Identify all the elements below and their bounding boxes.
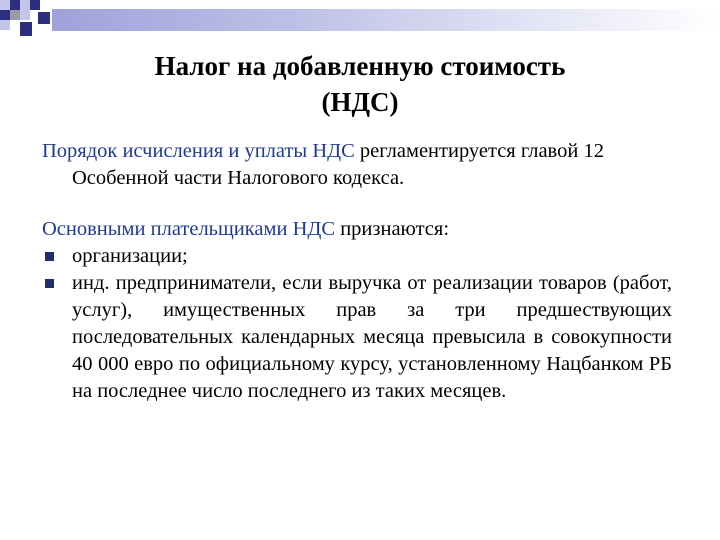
decor-square [38, 12, 50, 24]
decor-square [0, 0, 10, 10]
decor-square [20, 22, 32, 36]
list-item-text: инд. предприниматели, если выручка от реализации товаров (работ, услуг), имущественных прав за три предшествующих последовательных календарных месяца превысила в совокупности 40 000 евро по официальному курсу, установленному Нацбанком РБ на последнее число последнего из таких месяцев. [72, 272, 672, 402]
slide-title [95, 48, 625, 120]
decor-square [20, 0, 30, 10]
list-item [42, 243, 672, 270]
decor-square [20, 10, 30, 20]
square-bullet-icon [45, 279, 54, 288]
decor-square [10, 0, 20, 10]
paragraph-procedure-accent: Порядок исчисления и уплаты НДС [42, 140, 355, 162]
decor-square [0, 10, 10, 20]
list-item-text: организации; [72, 245, 188, 267]
paragraph-procedure-text: регламентируется главой 12 Особенной части Налогового кодекса. [72, 140, 604, 189]
slide-title-line1: Налог на добавленную стоимость [154, 51, 566, 81]
paragraph-payers-accent: Основными плательщиками НДС [42, 218, 336, 240]
decor-square [0, 20, 10, 30]
header-gradient-bar [52, 9, 720, 31]
paragraph-payers-text: признаются: [335, 218, 450, 240]
slide-body [42, 138, 672, 405]
decor-square [30, 0, 40, 10]
decor-square [10, 10, 20, 20]
payers-list [42, 243, 672, 405]
paragraph-payers [42, 216, 672, 243]
paragraph-procedure [42, 138, 672, 192]
square-bullet-icon [45, 252, 54, 261]
slide-title-line2: (НДС) [321, 87, 399, 117]
spacer [42, 192, 672, 216]
list-item [42, 270, 672, 405]
